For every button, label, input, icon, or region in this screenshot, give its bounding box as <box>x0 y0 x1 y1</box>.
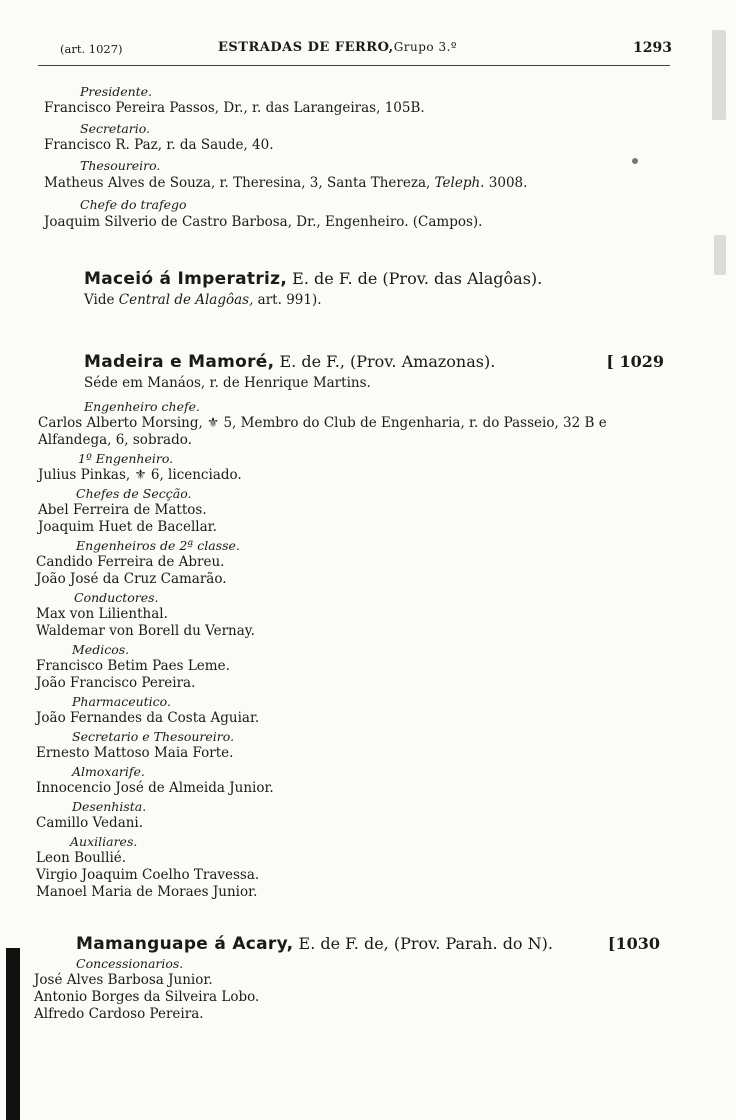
entry-name-madeira: Madeira e Mamoré, <box>84 352 275 372</box>
page-number: 1293 <box>633 40 672 56</box>
teleph-label: Teleph. <box>434 175 485 191</box>
role-line: 1º Engenheiro. <box>78 451 174 466</box>
person-line: João Fernandes da Costa Aguiar. <box>36 710 260 726</box>
person-line: Innocencio José de Almeida Junior. <box>36 780 274 796</box>
person-secretario: Francisco R. Paz, r. da Saude, 40. <box>44 137 274 153</box>
page-header <box>52 40 672 60</box>
role-secretario: Secretario. <box>80 121 151 136</box>
role-line: Conductores. <box>74 590 159 605</box>
entry-heading-maceio <box>84 268 542 290</box>
scan-edge-noise <box>714 235 726 275</box>
person-line: Waldemar von Borell du Vernay. <box>36 623 255 639</box>
vide-prefix: Vide <box>84 292 119 308</box>
scan-edge-noise <box>712 30 726 120</box>
article-number-1030: [1030 <box>607 934 660 953</box>
header-title-text: ESTRADAS DE FERRO, <box>218 40 394 55</box>
role-line: Auxiliares. <box>70 834 138 849</box>
role-chefe-trafego: Chefe do trafego <box>80 197 187 212</box>
person-line: Ernesto Mattoso Maia Forte. <box>36 745 234 761</box>
person-line: Alfredo Cardoso Pereira. <box>34 1006 204 1022</box>
role-line: Engenheiro chefe. <box>84 399 200 414</box>
entry-desc-mamanguape: E. de F. de, (Prov. Parah. do N). <box>293 934 553 953</box>
teleph-number: 3008. <box>484 175 528 191</box>
role-line: Almoxarife. <box>72 764 145 779</box>
person-line: João José da Cruz Camarão. <box>36 571 227 587</box>
role-presidente: Presidente. <box>80 84 153 99</box>
person-line: Max von Lilienthal. <box>36 606 168 622</box>
scan-binding-shadow <box>6 948 20 1120</box>
person-line: Virgio Joaquim Coelho Travessa. <box>36 867 260 883</box>
entry-heading-madeira <box>84 351 664 373</box>
sede-line: Séde em Manáos, r. de Henrique Martins. <box>84 375 371 391</box>
role-line: Pharmaceutico. <box>72 694 171 709</box>
header-rule <box>38 65 670 66</box>
person-line: Antonio Borges da Silveira Lobo. <box>34 989 260 1005</box>
person-thesoureiro <box>44 175 527 192</box>
entry-desc-maceio: E. de F. de (Prov. das Alagôas). <box>287 269 543 288</box>
role-line: Engenheiros de 2ª classe. <box>76 538 240 553</box>
person-line: João Francisco Pereira. <box>36 675 196 691</box>
header-article-ref: (art. 1027) <box>60 42 123 56</box>
entry-desc-madeira: E. de F., (Prov. Amazonas). <box>274 352 496 371</box>
role-line: Secretario e Thesoureiro. <box>72 729 235 744</box>
role-thesoureiro: Thesoureiro. <box>80 158 161 173</box>
role-line: Medicos. <box>72 642 130 657</box>
person-line: Camillo Vedani. <box>36 815 144 831</box>
thesoureiro-address: Matheus Alves de Souza, r. Theresina, 3, Santa Thereza, <box>44 175 435 191</box>
person-chefe-trafego: Joaquim Silverio de Castro Barbosa, Dr., Engenheiro. (Campos). <box>44 214 483 230</box>
role-line: Desenhista. <box>72 799 147 814</box>
person-line: Julius Pinkas, ⚜ 6, licenciado. <box>38 467 242 483</box>
role-line: Chefes de Secção. <box>76 486 192 501</box>
person-line: Candido Ferreira de Abreu. <box>36 554 225 570</box>
vide-article: art. 991). <box>253 292 322 308</box>
vide-target: Central de Alagôas, <box>118 292 254 308</box>
role-concessionarios: Concessionarios. <box>76 956 184 971</box>
header-title <box>218 40 457 55</box>
person-line: Francisco Betim Paes Leme. <box>36 658 230 674</box>
person-line: José Alves Barbosa Junior. <box>34 972 213 988</box>
person-line: Alfandega, 6, sobrado. <box>38 432 192 448</box>
person-line: Leon Boullié. <box>36 850 127 866</box>
vide-reference <box>84 292 322 309</box>
scan-speck <box>632 158 638 164</box>
header-group: Grupo 3.º <box>393 40 458 54</box>
person-line: Abel Ferreira de Mattos. <box>38 502 207 518</box>
article-number-1029: [ 1029 <box>606 352 664 371</box>
person-line: Manoel Maria de Moraes Junior. <box>36 884 258 900</box>
person-line: Joaquim Huet de Bacellar. <box>38 519 217 535</box>
entry-name-maceio: Maceió á Imperatriz, <box>84 269 288 289</box>
person-line: Carlos Alberto Morsing, ⚜ 5, Membro do Club de Engenharia, r. do Passeio, 32 B e <box>38 415 607 431</box>
entry-heading-mamanguape <box>76 933 660 955</box>
person-presidente: Francisco Pereira Passos, Dr., r. das Larangeiras, 105B. <box>44 100 425 116</box>
entry-name-mamanguape: Mamanguape á Acary, <box>76 934 294 954</box>
